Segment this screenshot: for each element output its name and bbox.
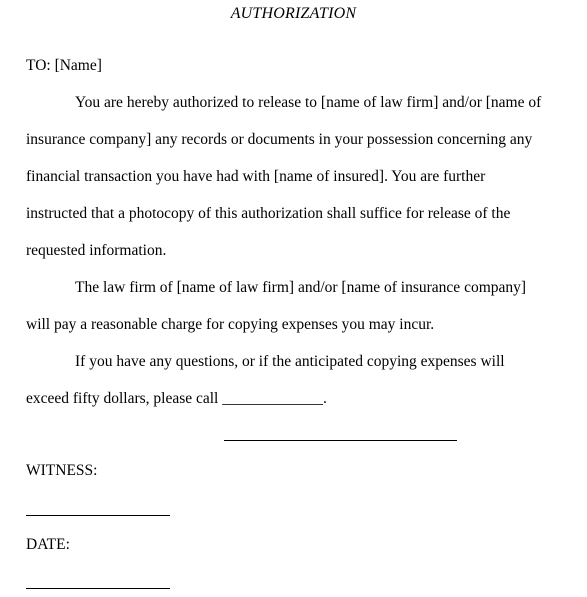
witness-signature-line xyxy=(26,515,170,516)
paragraph1-line3: financial transaction you have had with [name of insured]. You are further xyxy=(26,168,486,185)
paragraph2-line2: will pay a reasonable charge for copying expenses you may incur. xyxy=(26,316,435,333)
paragraph1-line2: insurance company] any records or documents in your possession concerning any xyxy=(26,131,533,148)
paragraph1-line4: instructed that a photocopy of this authorization shall suffice for release of the xyxy=(26,205,511,222)
paragraph3-line1: If you have any questions, or if the anticipated copying expenses will xyxy=(75,353,505,370)
paragraph3-line2: exceed fifty dollars, please call _____________. xyxy=(26,390,327,407)
document-title: AUTHORIZATION xyxy=(230,5,357,22)
date-label: DATE: xyxy=(26,536,70,553)
paragraph1-line5: requested information. xyxy=(26,242,167,259)
date-line xyxy=(26,588,170,589)
to-line: TO: [Name] xyxy=(26,57,102,74)
paragraph1-line1: You are hereby authorized to release to [name of law firm] and/or [name of xyxy=(75,94,542,111)
signature-line xyxy=(224,440,457,441)
paragraph2-line1: The law firm of [name of law firm] and/or [name of insurance company] xyxy=(75,279,527,296)
witness-label: WITNESS: xyxy=(26,462,98,479)
